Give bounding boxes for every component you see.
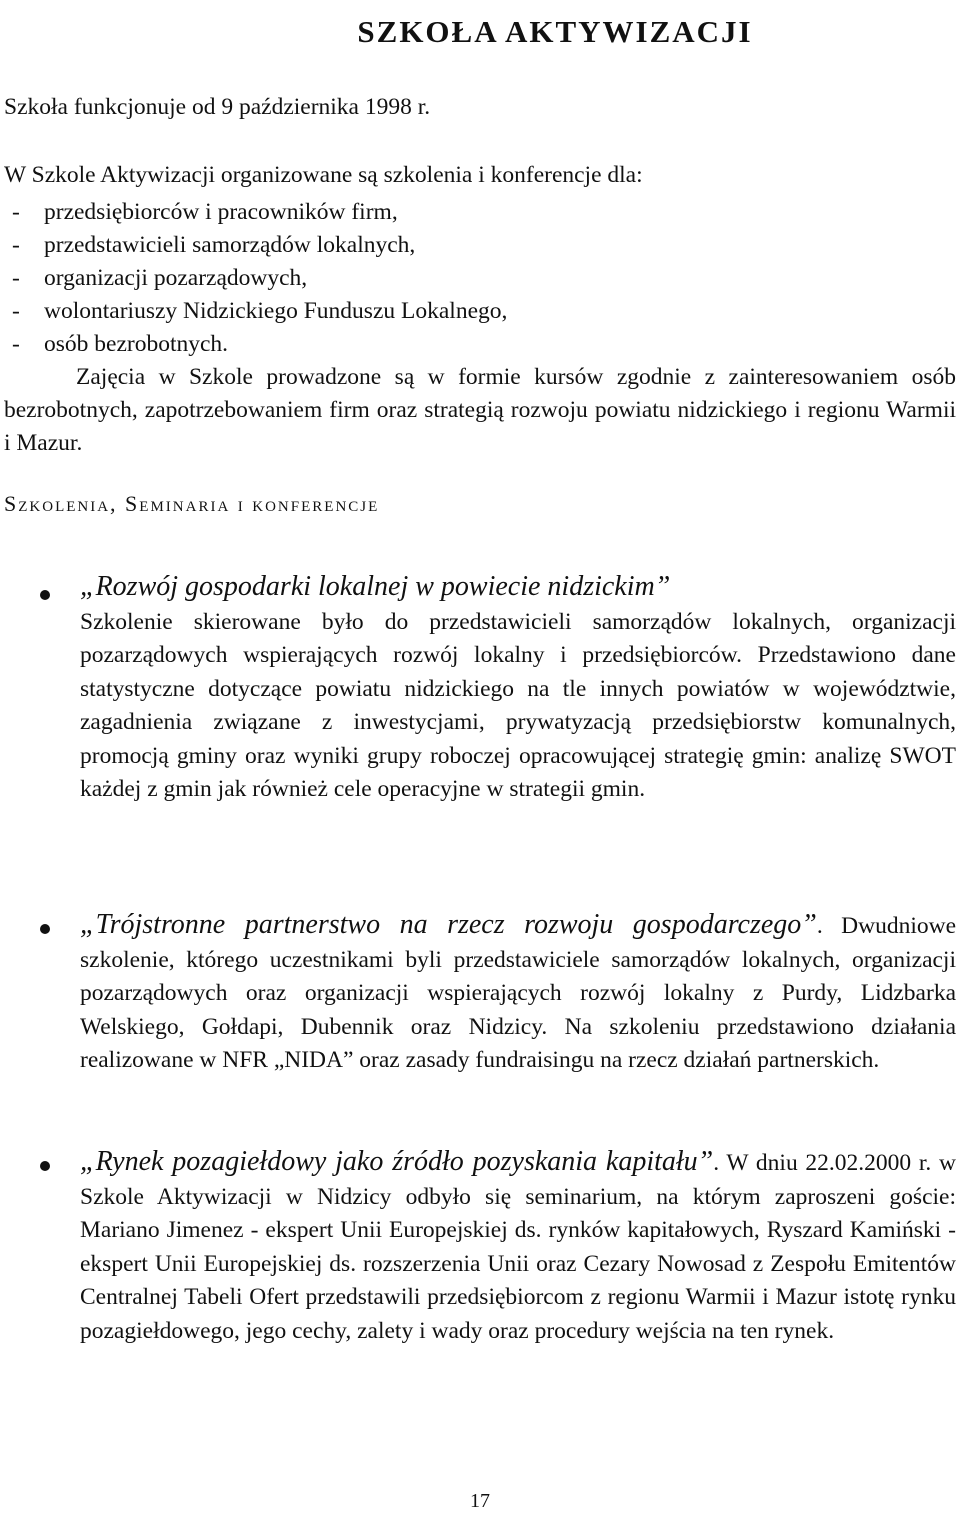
list-item-text: przedstawicieli samorządów lokalnych, <box>44 232 416 258</box>
list-marker: - <box>12 298 20 324</box>
section-heading: Szkolenia, Seminaria i konferencje <box>4 491 380 516</box>
list-item <box>4 262 507 295</box>
item-title: „Trójstronne partnerstwo na rzecz rozwoju gospodarczego” <box>80 909 817 940</box>
opening-sentence: Szkoła funkcjonuje od 9 października 1998 r. <box>4 94 431 120</box>
item-text: . Dwudniowe szkolenie, którego uczestnikami byli przedstawiciele samorządów lokalnych, organizacji pozarządowych oraz organizacji wspierających rozwój lokalny z Purdy, Lidzbarka Welskiego, Gołdapi, Dubennik oraz Nidzicy. Na szkoleniu przedstawiono działania realizowane w NFR „NIDA” oraz zasady fundraisingu na rzecz działań partnerskich. <box>80 913 957 1073</box>
item-paragraph <box>80 908 956 1078</box>
list-marker: - <box>12 265 20 291</box>
list-item <box>4 295 507 328</box>
bullet-icon <box>40 924 50 934</box>
item-title: „Rynek pozagiełdowy jako źródło pozyskania kapitału” <box>80 1146 714 1177</box>
classes-paragraph: Zajęcia w Szkole prowadzone są w formie kursów zgodnie z zainteresowaniem osób bezrobotnych, zapotrzebowaniem firm oraz strategią rozwoju powiatu nidzickiego i regionu Warmii i Mazur. <box>4 364 956 456</box>
list-item <box>4 328 507 361</box>
bullet-icon <box>40 1161 50 1171</box>
list-item-text: wolontariuszy Nidzickiego Funduszu Lokalnego, <box>44 298 508 324</box>
item-text: Szkolenie skierowane było do przedstawicieli samorządów lokalnych, organizacji pozarządowych wspierających rozwój lokalny i przedsiębiorców. Przedstawiono dane statystyczne dotyczące powiatu nidzickiego na tle innych powiatów w województwie, zagadnienia związane z inwestycjami, prywatyzacją przedsiębiorstw komunalnych, promocją gminy oraz wyniki grupy roboczej opracowującej strategię gmin: analizę SWOT każdej z gmin jak również cele operacyjne w strategii gmin. <box>80 608 956 802</box>
list-item-text: osób bezrobotnych. <box>44 331 229 357</box>
list-item <box>4 196 507 229</box>
list-item-text: przedsiębiorców i pracowników firm, <box>44 199 398 225</box>
page-number-text: 17 <box>470 1490 490 1512</box>
item-title: „Rozwój gospodarki lokalnej w powiecie nidzickim” <box>80 571 671 602</box>
page-title <box>0 14 960 50</box>
list-item-text: organizacji pozarządowych, <box>44 265 308 291</box>
list-marker: - <box>12 199 20 225</box>
item-paragraph <box>80 570 956 807</box>
item-text: . W dniu 22.02.2000 r. w Szkole Aktywizacji w Nidzicy odbyło się seminarium, na którym zaproszeni goście: Mariano Jimenez - ekspert Unii Europejskiej ds. rynków kapitałowych, Ryszard Kamiński - ekspert Unii Europejskiej ds. rozszerzenia Unii oraz Cezary Nowosad z Zespołu Emitentów Centralnej Tabeli Ofert przedstawili przedsiębiorcom z regionu Warmii i Mazur istotę rynku pozagiełdowego, jego cechy, zalety i wady oraz procedury wejścia na ten rynek. <box>80 1150 956 1344</box>
list-marker: - <box>12 331 20 357</box>
bullet-icon <box>40 590 50 600</box>
target-intro: W Szkole Aktywizacji organizowane są szkolenia i konferencje dla: <box>4 162 643 188</box>
page-number <box>0 1490 960 1513</box>
item-paragraph <box>80 1145 956 1348</box>
target-groups-list <box>4 196 507 361</box>
list-marker: - <box>12 232 20 258</box>
page-title-text: SZKOŁA AKTYWIZACJI <box>357 14 753 49</box>
list-item <box>4 229 507 262</box>
